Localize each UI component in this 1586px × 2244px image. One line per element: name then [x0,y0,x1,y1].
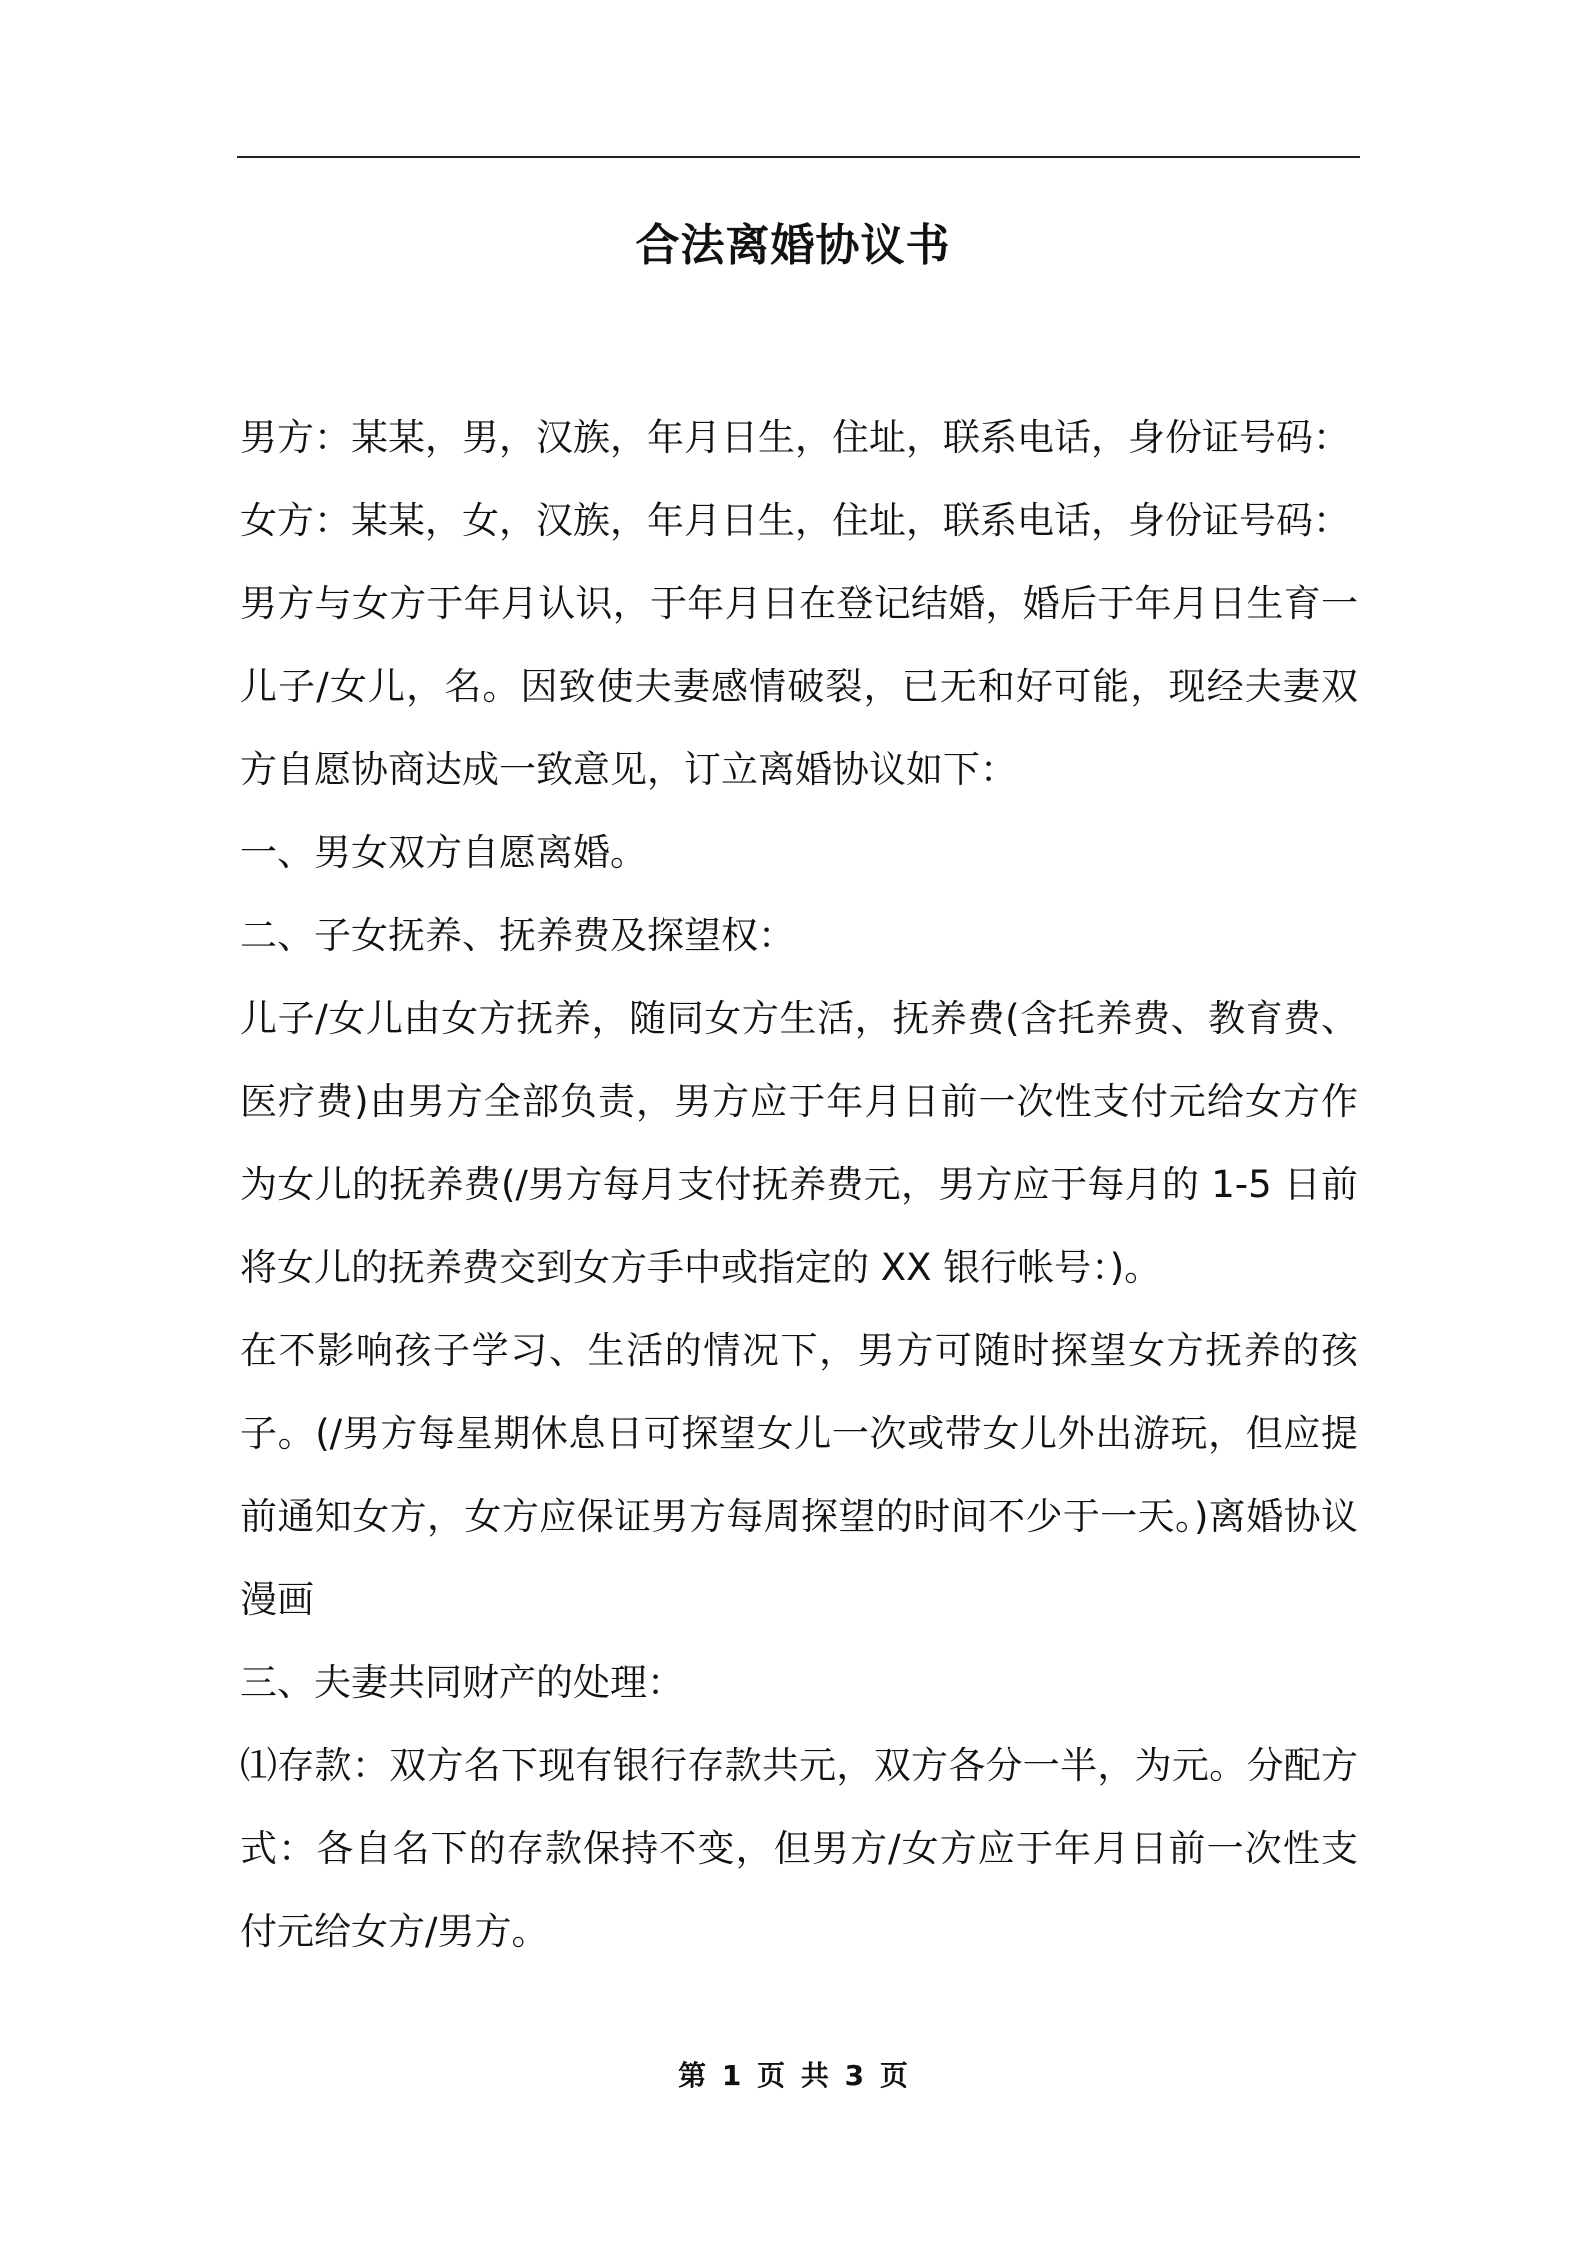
paragraph-female-party: 女方：某某，女，汉族，年月日生，住址，联系电话，身份证号码： [240,499,1350,542]
paragraph-visitation: 在不影响孩子学习、生活的情况下，男方可随时探望女方抚养的孩子。(/男方每星期休息日可探望女儿一次或带女儿外出游玩，但应提前通知女方，女方应保证男方每周探望的时间不少于一天。)离婚协议漫画 [240,1329,1358,1621]
paragraph-male-party: 男方：某某，男，汉族，年月日生，住址，联系电话，身份证号码： [240,416,1350,459]
paragraph-clause-3-heading: 三、夫妻共同财产的处理： [240,1661,684,1704]
document-body [240,396,1358,1973]
page-number-footer: 第 1 页 共 3 页 [678,2059,908,2092]
paragraph-clause-2-heading: 二、子女抚养、抚养费及探望权： [240,914,795,957]
paragraph-child-support: 儿子/女儿由女方抚养，随同女方生活，抚养费(含托养费、教育费、医疗费)由男方全部负责，男方应于年月日前一次性支付元给女方作为女儿的抚养费(/男方每月支付抚养费元，男方应于每月的 1-5 日前将女儿的抚养费交到女方手中或指定的 XX 银行帐号：)。 [240,997,1358,1289]
header-rule [237,156,1360,158]
paragraph-clause-1: 一、男女双方自愿离婚。 [240,831,647,874]
paragraph-background: 男方与女方于年月认识，于年月日在登记结婚，婚后于年月日生育一儿子/女儿，名。因致使夫妻感情破裂，已无和好可能，现经夫妻双方自愿协商达成一致意见，订立离婚协议如下： [240,582,1358,791]
paragraph-deposits: ⑴存款：双方名下现有银行存款共元，双方各分一半，为元。分配方式：各自名下的存款保持不变，但男方/女方应于年月日前一次性支付元给女方/男方。 [240,1744,1358,1953]
document-title: 合法离婚协议书 [635,220,951,271]
